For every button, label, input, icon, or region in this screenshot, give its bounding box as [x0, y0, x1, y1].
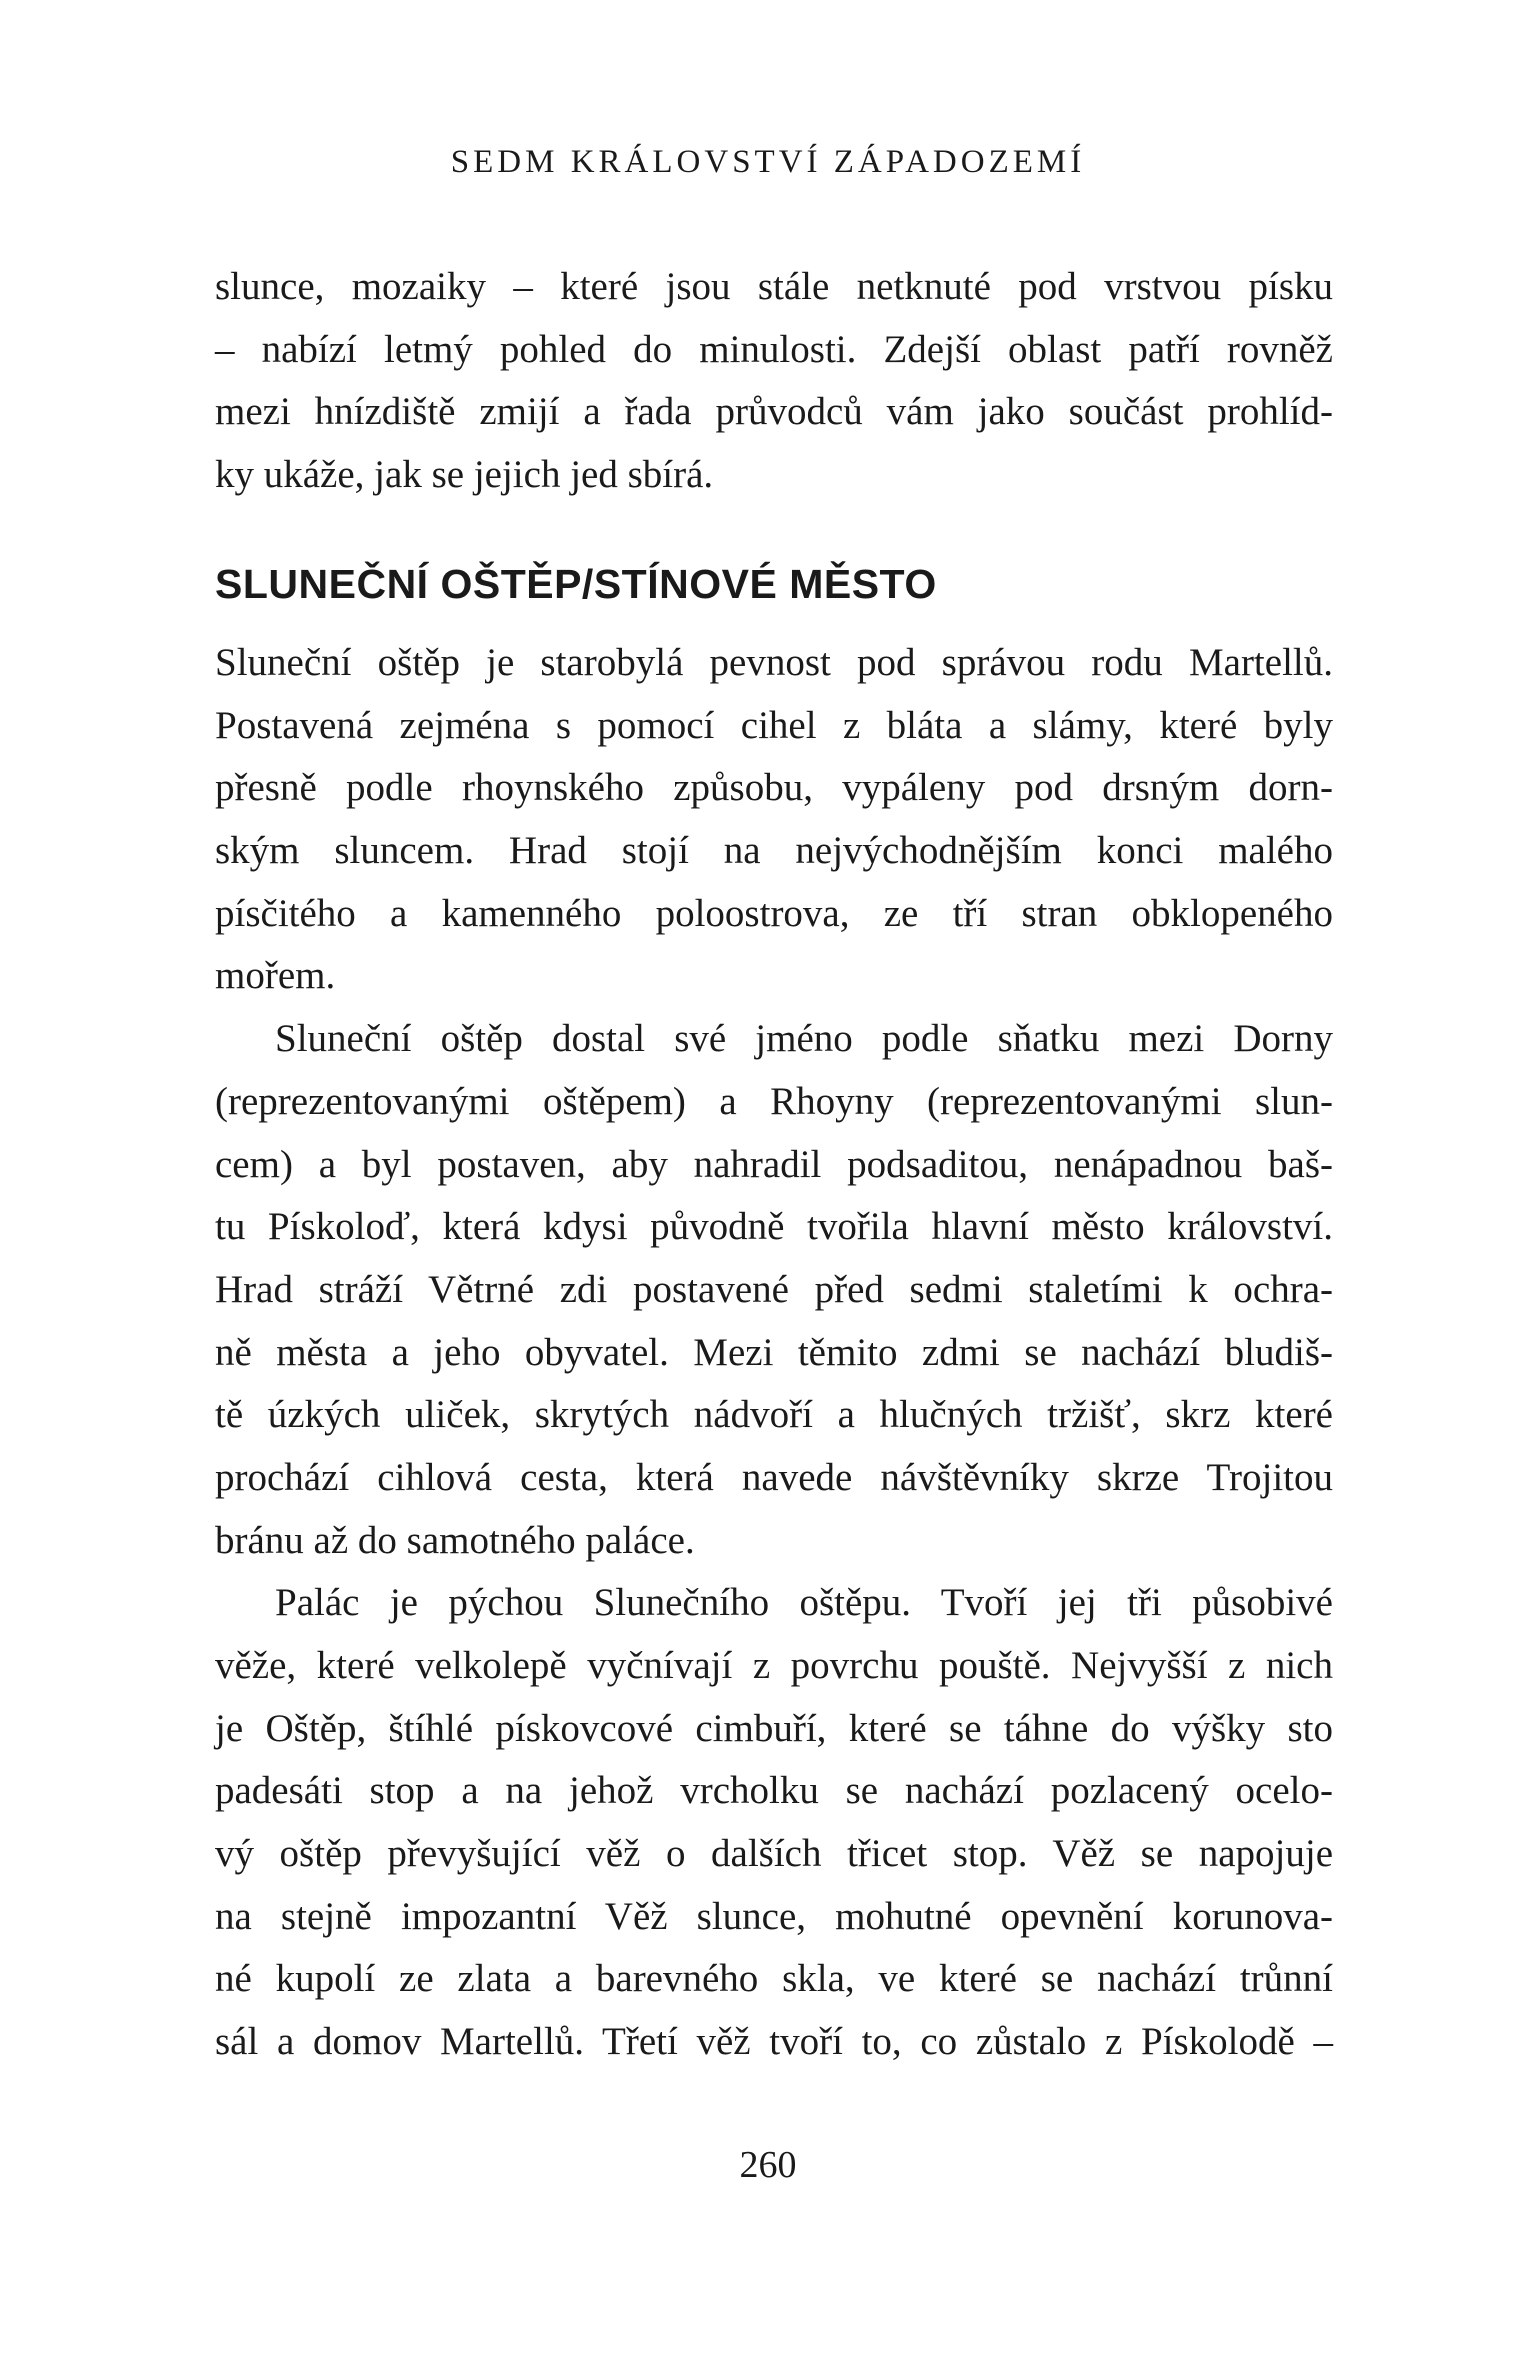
section-body	[215, 632, 1333, 2074]
text-line: tu Pískoloď, která kdysi původně tvořila hlavní město království.	[215, 1205, 1333, 1249]
text-line: slunce, mozaiky – které jsou stále netknuté pod vrstvou písku	[215, 265, 1333, 308]
text-line: Postavená zejména s pomocí cihel z bláta a slámy, které byly	[215, 703, 1333, 747]
text-line: věže, které velkolepě vyčnívají z povrchu pouště. Nejvyšší z nich	[215, 1644, 1333, 1687]
page-number: 260	[739, 2144, 797, 2186]
text-line: vý oštěp převyšující věž o dalších třicet stop. Věž se napojuje	[215, 1832, 1333, 1876]
text-line: ským sluncem. Hrad stojí na nejvýchodnějším konci malého	[215, 829, 1333, 873]
text-line: tě úzkých uliček, skrytých nádvoří a hlučných tržišť, skrz které	[215, 1393, 1333, 1437]
text-line: písčitého a kamenného poloostrova, ze tří stran obklopeného	[215, 891, 1333, 935]
text-line: ně města a jeho obyvatel. Mezi těmito zdmi se nachází bludiš-	[215, 1330, 1333, 1374]
text-line: přesně podle rhoynského způsobu, vypáleny pod drsným dorn-	[215, 766, 1333, 810]
text-line: Sluneční oštěp dostal své jméno podle sňatku mezi Dorny	[275, 1017, 1333, 1061]
text-line: ky ukáže, jak se jejich jed sbírá.	[215, 453, 714, 497]
text-line: – nabízí letmý pohled do minulosti. Zdejší oblast patří rovněž	[215, 327, 1333, 371]
text-line: né kupolí ze zlata a barevného skla, ve které se nachází trůnní	[215, 1957, 1333, 2001]
text-line: Palác je pýchou Slunečního oštěpu. Tvoří jej tři působivé	[275, 1581, 1333, 1625]
text-line: na stejně impozantní Věž slunce, mohutné opevnění korunova-	[215, 1894, 1333, 1938]
paragraph-1	[215, 632, 1333, 1008]
text-line: sál a domov Martellů. Třetí věž tvoří to, co zůstalo z Pískolodě –	[215, 2020, 1333, 2064]
text-line: bránu až do samotného paláce.	[215, 1518, 695, 1562]
paragraph-2	[215, 1008, 1333, 1572]
text-line: padesáti stop a na jehož vrcholku se nachází pozlacený ocelo-	[215, 1769, 1333, 1813]
intro-paragraph	[215, 256, 1333, 507]
text-line: (reprezentovanými oštěpem) a Rhoyny (reprezentovanými slun-	[215, 1079, 1333, 1123]
text-line: mezi hnízdiště zmijí a řada průvodců vám jako součást prohlíd-	[215, 390, 1333, 434]
section-heading: SLUNEČNÍ OŠTĚP/STÍNOVÉ MĚSTO	[215, 561, 937, 607]
paragraph-3	[215, 1572, 1333, 2074]
text-line: prochází cihlová cesta, která navede návštěvníky skrze Trojitou	[215, 1455, 1333, 1499]
text-line: cem) a byl postaven, aby nahradil podsaditou, nenápadnou baš-	[215, 1142, 1333, 1186]
text-line: Sluneční oštěp je starobylá pevnost pod správou rodu Martellů.	[215, 641, 1333, 684]
text-line: je Oštěp, štíhlé pískovcové cimbuří, které se táhne do výšky sto	[215, 1706, 1333, 1750]
text-line: Hrad stráží Větrné zdi postavené před sedmi staletími k ochra-	[215, 1267, 1333, 1311]
text-line: mořem.	[215, 954, 336, 998]
running-head: SEDM KRÁLOVSTVÍ ZÁPADOZEMÍ	[450, 144, 1086, 180]
